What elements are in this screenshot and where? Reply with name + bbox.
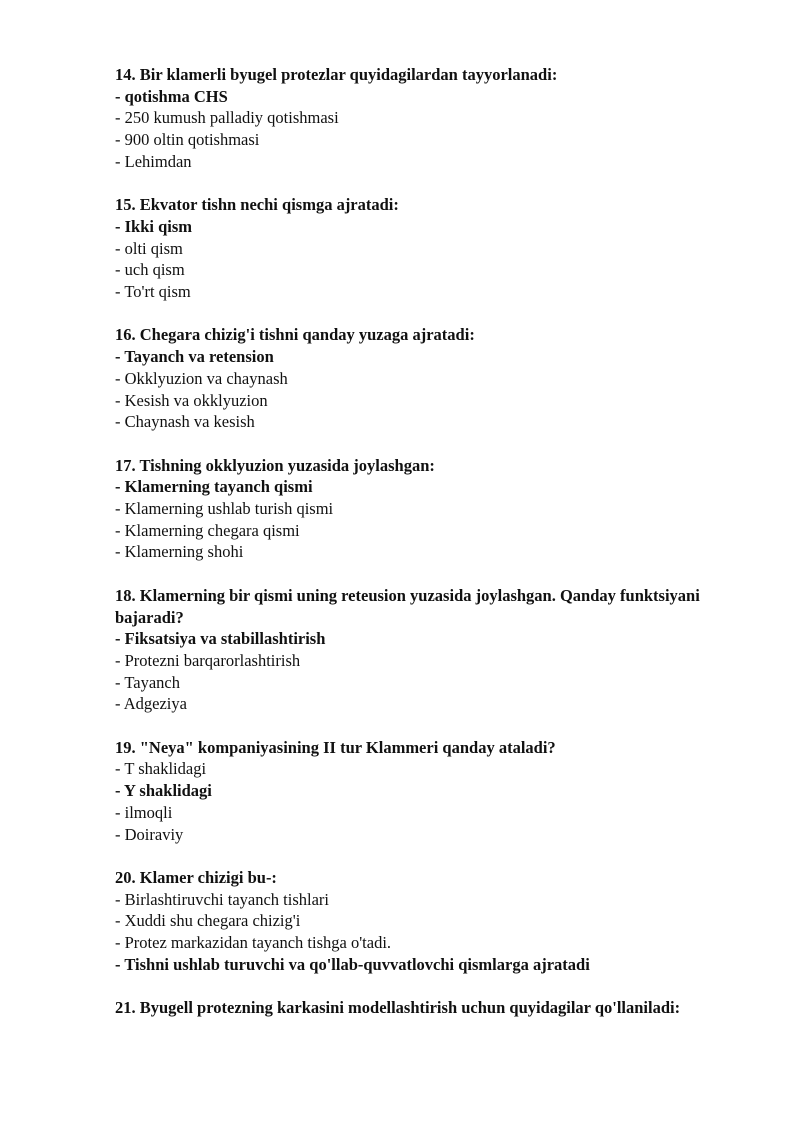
correct-answer-option: - Tayanch va retension [115,347,274,367]
answer-option: - Adgeziya [115,694,187,714]
answer-option: - Klamerning shohi [115,542,244,562]
answer-option: - Lehimdan [115,151,192,171]
question-title: 18. Klamerning bir qismi uning reteusion yuzasida joylashgan. Qanday funktsiyani bajaradi? [115,585,700,627]
answer-option: - Protez markazidan tayanch tishga o'tadi. [115,933,392,953]
correct-answer-option: - Klamerning tayanch qismi [115,477,313,497]
document-page [115,64,715,1041]
question-block [115,997,715,1019]
answer-option: - To'rt qism [115,282,191,302]
question-block [115,64,715,173]
answer-option: - Okklyuzion va chaynash [115,368,288,388]
answer-option: - uch qism [115,260,185,280]
answer-option: - ilmoqli [115,802,173,822]
question-title: 15. Ekvator tishn nechi qismga ajratadi: [115,195,399,215]
correct-answer-option: - Ikki qism [115,216,193,236]
question-title: 17. Tishning okklyuzion yuzasida joylashgan: [115,455,435,475]
answer-option: - Xuddi shu chegara chizig'i [115,911,301,931]
question-title: 21. Byugell protezning karkasini modellashtirish uchun quyidagilar qo'llaniladi: [115,998,681,1018]
answer-option: - Klamerning ushlab turish qismi [115,499,334,519]
question-block [115,455,715,564]
question-block [115,194,715,303]
correct-answer-option: - qotishma CHS [115,86,228,106]
answer-option: - Protezni barqarorlashtirish [115,650,301,670]
question-block [115,585,715,715]
answer-option: - Tayanch [115,672,180,692]
answer-option: - Klamerning chegara qismi [115,520,300,540]
answer-option: - T shaklidagi [115,759,207,779]
question-block [115,324,715,433]
answer-option: - Chaynash va kesish [115,412,255,432]
answer-option: - Birlashtiruvchi tayanch tishlari [115,889,329,909]
answer-option: - olti qism [115,238,183,258]
answer-option: - 250 kumush palladiy qotishmasi [115,108,339,128]
correct-answer-option: - Fiksatsiya va stabillashtirish [115,629,326,649]
question-title: 19. "Neya" kompaniyasining II tur Klammeri qanday ataladi? [115,737,556,757]
question-title: 16. Chegara chizig'i tishni qanday yuzaga ajratadi: [115,325,475,345]
correct-answer-option: - Tishni ushlab turuvchi va qo'llab-quvvatlovchi qismlarga ajratadi [115,954,590,974]
correct-answer-option: - Y shaklidagi [115,781,212,801]
question-title: 20. Klamer chizigi bu-: [115,867,277,887]
answer-option: - Kesish va okklyuzion [115,390,268,410]
question-block [115,867,715,976]
question-block [115,737,715,846]
question-title: 14. Bir klamerli byugel protezlar quyidagilardan tayyorlanadi: [115,65,558,84]
answer-option: - 900 oltin qotishmasi [115,130,260,150]
answer-option: - Doiraviy [115,824,184,844]
